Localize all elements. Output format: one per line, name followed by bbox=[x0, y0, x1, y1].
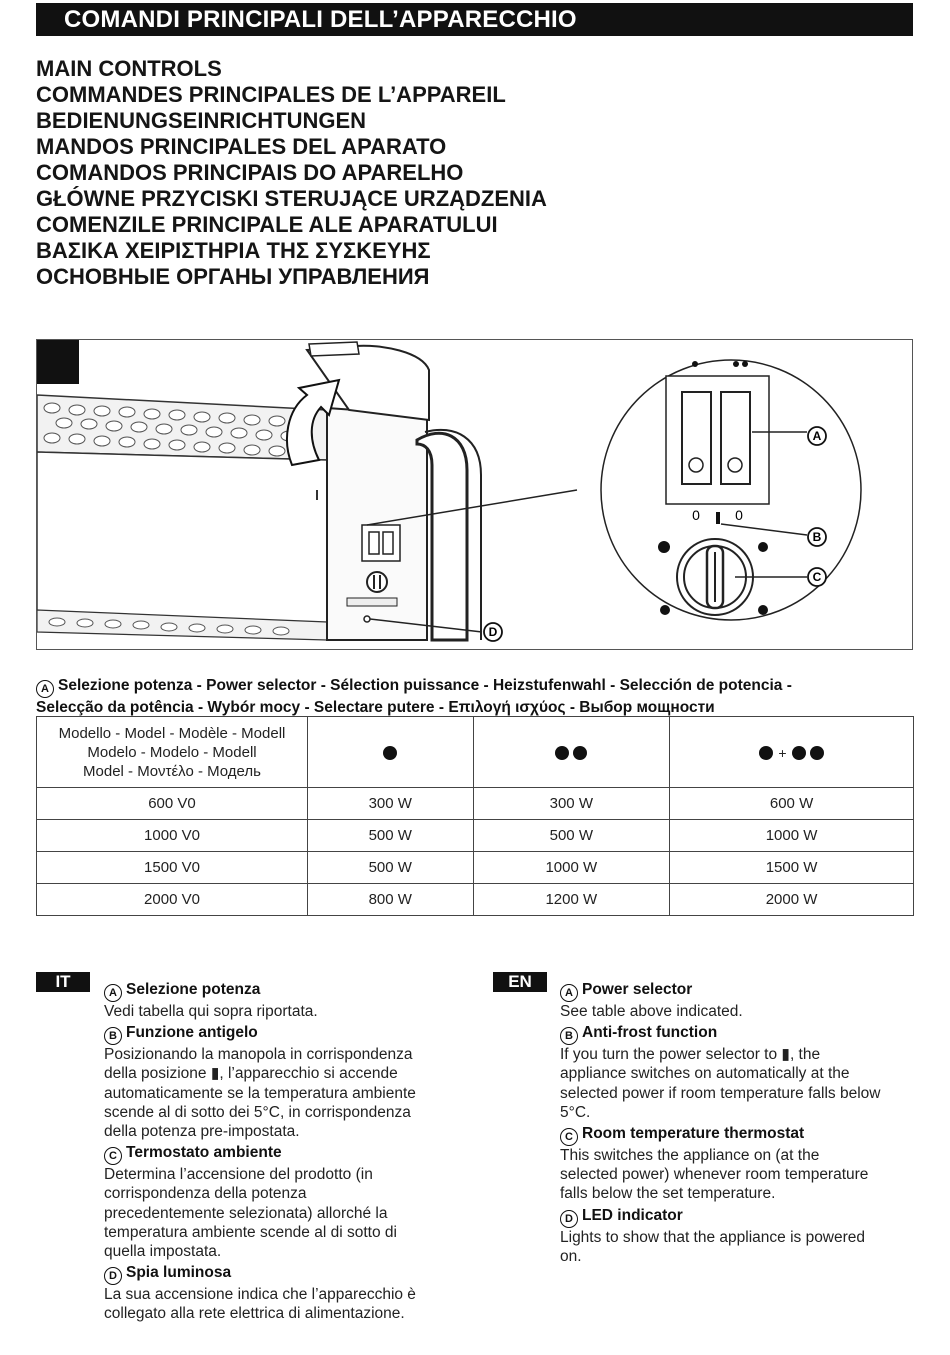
power-selector-caption bbox=[36, 676, 916, 717]
power-level-two-header bbox=[473, 717, 670, 788]
en-column bbox=[560, 980, 930, 1268]
svg-text:B: B bbox=[812, 530, 822, 544]
it-heading-d: D Spia luminosa bbox=[104, 1263, 474, 1285]
it-text-c: Determina l’accensione del prodotto (in corrispondenza della potenza precedentemente selezionata) allorché la temperatura ambiente scende al di sotto di quella impostata. bbox=[104, 1166, 397, 1261]
power-level-one-header bbox=[308, 717, 474, 788]
title-line: MANDOS PRINCIPALES DEL APARATO bbox=[36, 134, 447, 159]
svg-text:C: C bbox=[812, 570, 822, 584]
it-column bbox=[104, 980, 474, 1326]
en-heading-a: A Power selector bbox=[560, 980, 930, 1002]
header-title: COMANDI PRINCIPALI DELL’APPARECCHIO bbox=[64, 6, 577, 33]
table-cell: 300 W bbox=[308, 788, 474, 820]
dot-icon bbox=[792, 746, 806, 760]
table-cell: 600 V0 bbox=[37, 788, 308, 820]
table-cell: 500 W bbox=[308, 852, 474, 884]
it-heading-a: A Selezione potenza bbox=[104, 980, 474, 1002]
callout-c bbox=[808, 568, 826, 586]
it-text-a: Vedi tabella qui sopra riportata. bbox=[104, 1003, 318, 1020]
it-text-b: Posizionando la manopola in corrispondenza della posizione ▮, l’apparecchio si accende automaticamente se la temperatura ambiente scende al di sotto dei 5°C, in corrispondenza della potenza pre-impostata. bbox=[104, 1046, 416, 1141]
table-cell: 1000 W bbox=[473, 852, 670, 884]
title-line: ΒΑΣΙΚΑ ΧΕΙΡΙΣΤΗΡΙΑ ΤΗΣ ΣΥΣΚΕΥΗΣ bbox=[36, 238, 431, 263]
table-row bbox=[37, 788, 914, 820]
thermostat-knob-small bbox=[367, 572, 387, 592]
table-cell: 800 W bbox=[308, 884, 474, 916]
dot-icon bbox=[810, 746, 824, 760]
en-heading-b: B Anti-frost function bbox=[560, 1023, 930, 1045]
model-header-line: Model - Μοντέλο - Модель bbox=[83, 762, 261, 780]
table-header-row bbox=[37, 717, 914, 788]
title-line: ОСНОВНЫЕ ОРГАНЫ УПРАВЛЕНИЯ bbox=[36, 264, 430, 289]
switch-panel bbox=[362, 525, 400, 561]
power-level-combined-header bbox=[670, 717, 914, 788]
table-cell: 1000 W bbox=[670, 820, 914, 852]
power-table bbox=[36, 716, 914, 916]
title-line: MAIN CONTROLS bbox=[36, 56, 222, 81]
table-cell: 600 W bbox=[670, 788, 914, 820]
selector-line-1: Selezione potenza - Power selector - Sélection puissance - Heizstufenwahl - Selección de potencia - bbox=[58, 677, 792, 694]
heater-body bbox=[37, 452, 327, 625]
page-header bbox=[36, 3, 913, 36]
appliance-figure bbox=[36, 339, 913, 650]
table-row bbox=[37, 884, 914, 916]
table-cell: 1500 V0 bbox=[37, 852, 308, 884]
table-cell: 1200 W bbox=[473, 884, 670, 916]
led-small bbox=[364, 616, 370, 622]
table-cell: 300 W bbox=[473, 788, 670, 820]
it-heading-b: B Funzione antigelo bbox=[104, 1023, 474, 1045]
table-row bbox=[37, 820, 914, 852]
dot-icon bbox=[555, 746, 569, 760]
svg-text:A: A bbox=[812, 429, 822, 443]
plus-sign: + bbox=[778, 744, 787, 761]
model-header-line: Modello - Model - Modèle - Modell bbox=[58, 724, 286, 742]
svg-text:D: D bbox=[488, 625, 498, 639]
lang-tag-it: IT bbox=[36, 972, 90, 992]
title-line: GŁÓWNE PRZYCISKI STERUJĄCE URZĄDZENIA bbox=[36, 186, 547, 211]
table-cell: 500 W bbox=[473, 820, 670, 852]
lang-tag-en: EN bbox=[493, 972, 547, 992]
model-header-cell bbox=[37, 717, 308, 788]
table-cell: 500 W bbox=[308, 820, 474, 852]
selector-line-2: Selecção da potência - Wybór mocy - Selectare putere - Επιλογή ισχύος - Выбор мощности bbox=[36, 699, 715, 716]
it-heading-c: C Termostato ambiente bbox=[104, 1143, 474, 1165]
dot-icon bbox=[759, 746, 773, 760]
callout-letter: A bbox=[36, 680, 54, 698]
en-text-d: Lights to show that the appliance is powered on. bbox=[560, 1228, 866, 1265]
en-text-c: This switches the appliance on (at the selected power) whenever room temperature falls below the set temperature. bbox=[560, 1147, 869, 1203]
table-cell: 1500 W bbox=[670, 852, 914, 884]
table-cell: 2000 W bbox=[670, 884, 914, 916]
en-text-a: See table above indicated. bbox=[560, 1003, 743, 1020]
en-text-b: If you turn the power selector to ▮, the appliance switches on automatically at the selected power if room temperature falls below 5°C. bbox=[560, 1046, 881, 1121]
table-row bbox=[37, 852, 914, 884]
dot-icon bbox=[573, 746, 587, 760]
table-cell: 1000 V0 bbox=[37, 820, 308, 852]
switch-mark-zero-left: 0 bbox=[692, 507, 700, 523]
callout-b bbox=[808, 528, 826, 546]
figure-corner-block bbox=[37, 340, 79, 384]
it-text-d: La sua accensione indica che l’apparecchio è collegato alla rete elettrica di alimentazione. bbox=[104, 1286, 416, 1323]
title-line: COMENZILE PRINCIPALE ALE APARATULUI bbox=[36, 212, 498, 237]
dot-icon bbox=[383, 746, 397, 760]
en-heading-d: D LED indicator bbox=[560, 1206, 930, 1228]
title-line: COMMANDES PRINCIPALES DE L’APPAREIL bbox=[36, 82, 506, 107]
en-heading-c: C Room temperature thermostat bbox=[560, 1124, 930, 1146]
multilingual-titles bbox=[36, 56, 547, 290]
table-cell: 2000 V0 bbox=[37, 884, 308, 916]
callout-d bbox=[484, 623, 502, 641]
model-header-line: Modelo - Modelo - Modell bbox=[87, 743, 257, 761]
title-line: BEDIENUNGSEINRICHTUNGEN bbox=[36, 108, 367, 133]
title-line: COMANDOS PRINCIPAIS DO APARELHO bbox=[36, 160, 464, 185]
switch-mark-zero-right: 0 bbox=[735, 507, 743, 523]
callout-a bbox=[808, 427, 826, 445]
